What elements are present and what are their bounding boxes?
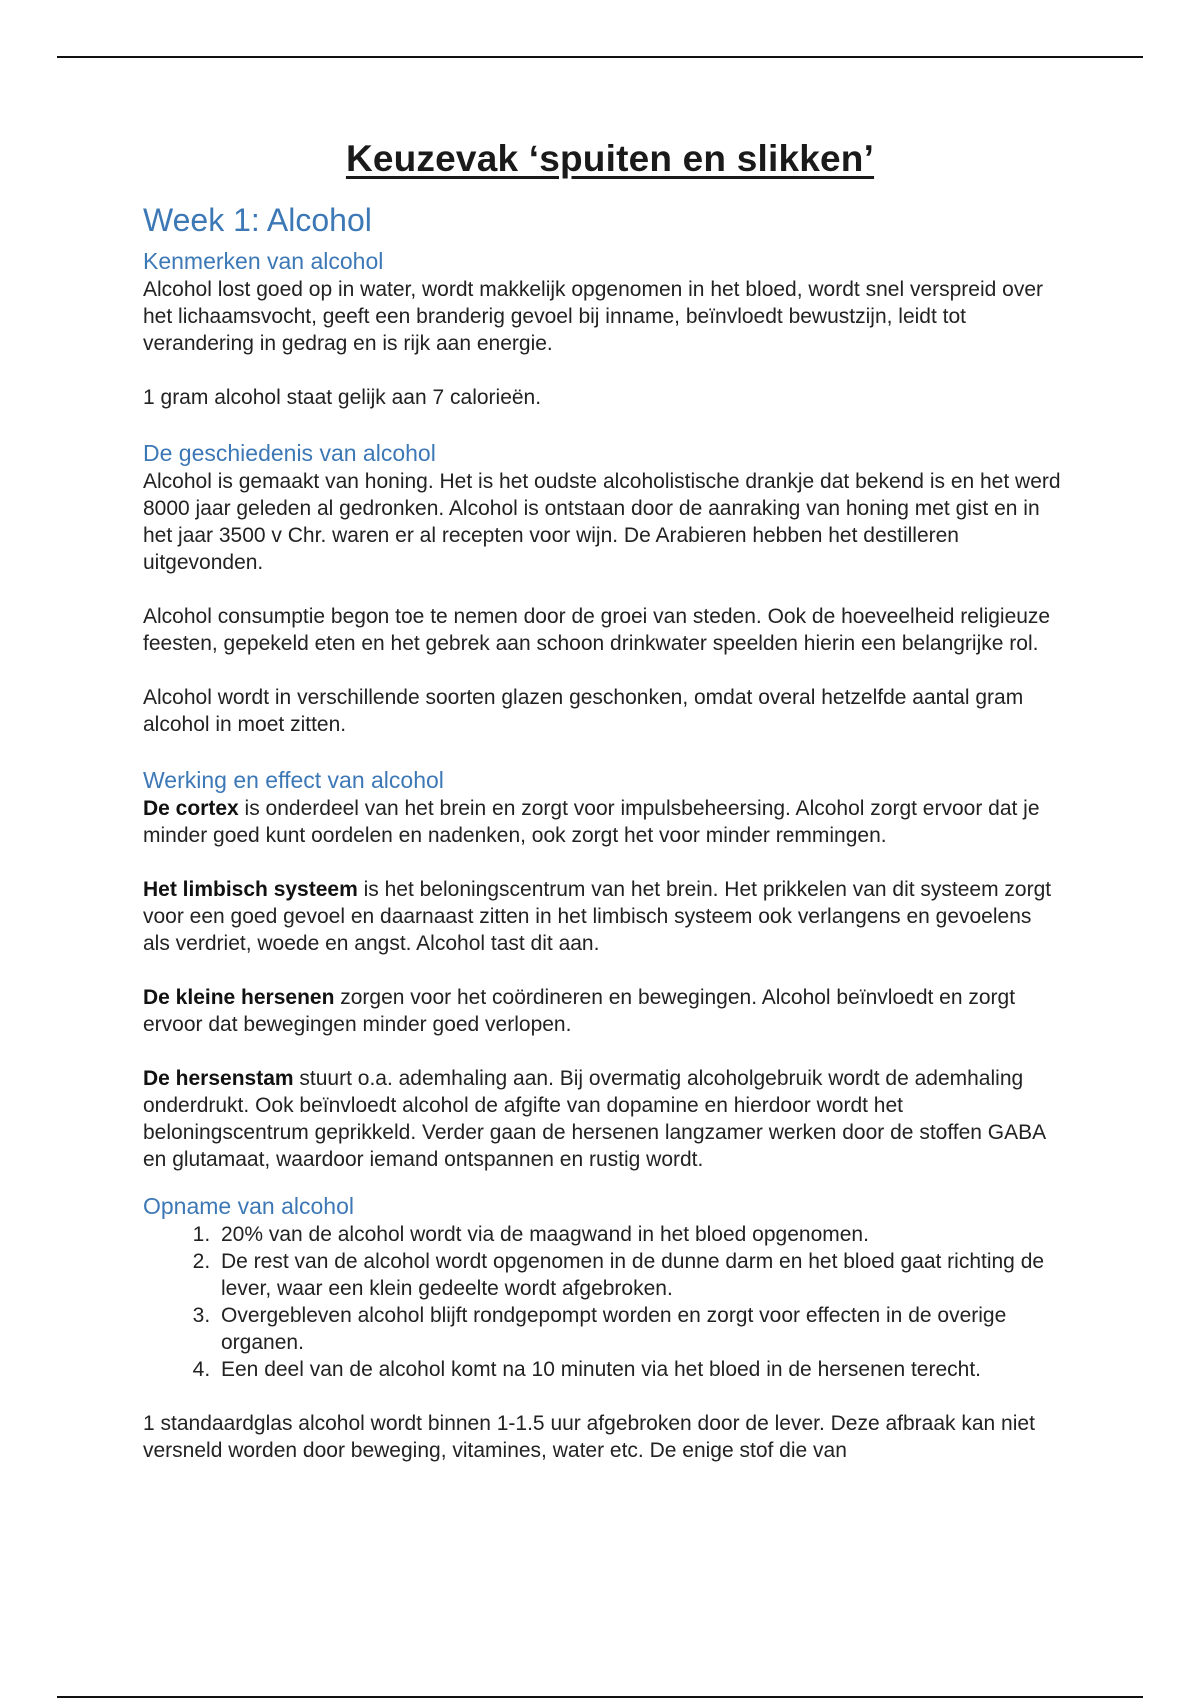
- numbered-list: [143, 1221, 1063, 1383]
- section-heading-geschiedenis: De geschiedenis van alcohol: [143, 440, 436, 466]
- top-rule: [57, 56, 1143, 58]
- list-item: 1. 20% van de alcohol wordt via de maagwand in het bloed opgenomen.: [216, 1221, 1063, 1248]
- paragraph: 1 standaardglas alcohol wordt binnen 1-1.5 uur afgebroken door de lever. Deze afbraak kan niet versneld worden door beweging, vitamines, water etc. De enige stof die van: [143, 1412, 1035, 1462]
- term-text: zorgen voor het coördineren en bewegingen. Alcohol beïnvloedt en zorgt ervoor dat bewegingen minder goed verlopen.: [143, 986, 1016, 1036]
- section-heading-kenmerken: Kenmerken van alcohol: [143, 248, 384, 274]
- term-text: stuurt o.a. ademhaling aan. Bij overmatig alcoholgebruik wordt de ademhaling onderdrukt. Ook beïnvloedt alcohol de afgifte van dopamine en hierdoor wordt het beloningscentrum geprikkeld. Verder gaan de hersenen langzamer werken door de stoffen GABA en glutamaat, waardoor iemand ontspannen en rustig wordt.: [143, 1067, 1046, 1171]
- document-body: [143, 138, 1063, 1464]
- list-item: 3. Overgebleven alcohol blijft rondgepompt worden en zorgt voor effecten in de overige organen.: [216, 1302, 1063, 1356]
- paragraph: Alcohol lost goed op in water, wordt makkelijk opgenomen in het bloed, wordt snel verspreid over het lichaamsvocht, geeft een branderig gevoel bij inname, beïnvloedt bewustzijn, leidt tot verandering in gedrag en is rijk aan energie.: [143, 278, 1043, 355]
- list-item: 2. De rest van de alcohol wordt opgenomen in de dunne darm en het bloed gaat richting de lever, waar een klein gedeelte wordt afgebroken.: [216, 1248, 1063, 1302]
- document-title: Keuzevak ‘spuiten en slikken’: [345, 138, 875, 179]
- term-bold: De kleine hersenen: [143, 986, 335, 1009]
- paragraph-kleine-hersenen: [143, 984, 1063, 1038]
- paragraph: Alcohol is gemaakt van honing. Het is het oudste alcoholistische drankje dat bekend is en het werd 8000 jaar geleden al gedronken. Alcohol is ontstaan door de aanraking van honing met gist en in het jaar 3500 v Chr. waren er al recepten voor wijn. De Arabieren hebben het destilleren uitgevonden.: [143, 470, 1061, 574]
- term-bold: De cortex: [143, 797, 239, 820]
- term-bold: Het limbisch systeem: [143, 878, 358, 901]
- bottom-rule: [57, 1696, 1143, 1698]
- paragraph: Alcohol wordt in verschillende soorten glazen geschonken, omdat overal hetzelfde aantal gram alcohol in moet zitten.: [143, 686, 1024, 736]
- section-heading-werking: Werking en effect van alcohol: [143, 767, 444, 793]
- paragraph-hersenstam: [143, 1065, 1063, 1173]
- term-bold: De hersenstam: [143, 1067, 294, 1090]
- section-heading-opname: Opname van alcohol: [143, 1193, 354, 1219]
- paragraph-cortex: [143, 795, 1063, 849]
- week-heading: Week 1: Alcohol: [143, 202, 372, 238]
- term-text: is het beloningscentrum van het brein. Het prikkelen van dit systeem zorgt voor een goed gevoel en daarnaast zitten in het limbisch systeem ook verlangens en gevoelens als verdriet, woede en angst. Alcohol tast dit aan.: [143, 878, 1052, 955]
- paragraph: Alcohol consumptie begon toe te nemen door de groei van steden. Ook de hoeveelheid religieuze feesten, gepekeld eten en het gebrek aan schoon drinkwater speelden hierin een belangrijke rol.: [143, 605, 1051, 655]
- term-text: is onderdeel van het brein en zorgt voor impulsbeheersing. Alcohol zorgt ervoor dat je minder goed kunt oordelen en nadenken, ook zorgt het voor minder remmingen.: [143, 797, 1040, 847]
- paragraph: 1 gram alcohol staat gelijk aan 7 calorieën.: [143, 386, 542, 409]
- list-item: 4. Een deel van de alcohol komt na 10 minuten via het bloed in de hersenen terecht.: [216, 1356, 1063, 1383]
- paragraph-limbisch: [143, 876, 1063, 957]
